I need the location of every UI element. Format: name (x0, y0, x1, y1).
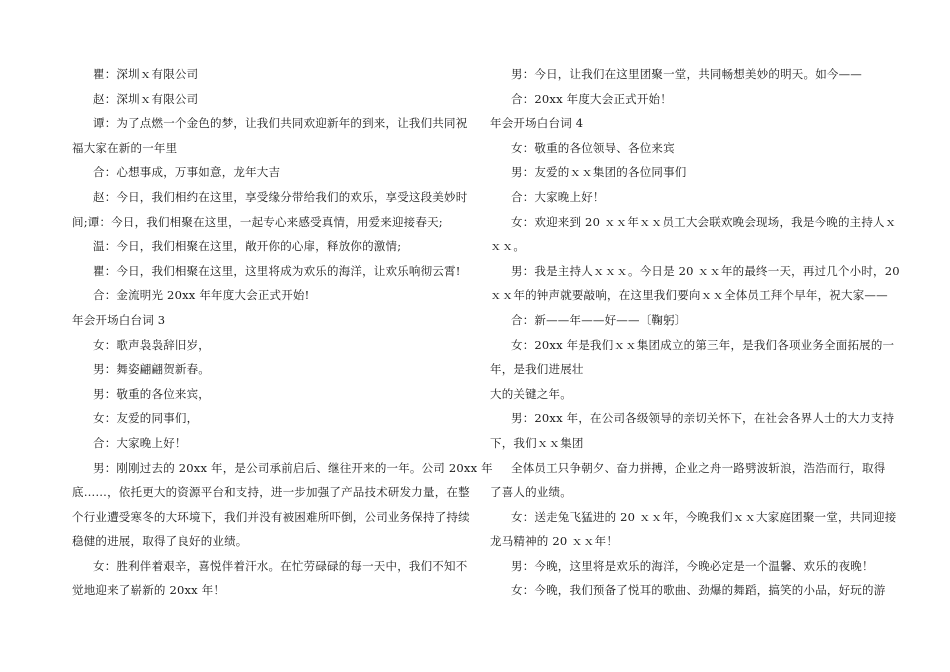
text-line: 女：歌声袅袅辞旧岁， (93, 337, 210, 352)
text-line: 男：敬重的各位来宾， (93, 386, 210, 401)
text-line: 女：胜利伴着艰辛，喜悦伴着汗水。在忙劳碌碌的每一天中，我们不知不 (93, 558, 468, 573)
text-line: 下，我们ｘｘ集团 (490, 435, 584, 450)
text-line: 男：今日，让我们在这里团聚一堂，共同畅想美妙的明天。如今—— (511, 67, 862, 81)
text-line: 谭：为了点燃一个金色的梦，让我们共同欢迎新年的到来，让我们共同祝 (93, 116, 468, 131)
text-line: 年，是我们进展壮 (490, 362, 584, 377)
text-line: 了喜人的业绩。 (490, 485, 572, 500)
text-line: 觉地迎来了崭新的 20xx 年！ (72, 583, 226, 598)
text-line: 全体员工只争朝夕、奋力拼搏，企业之舟一路劈波斩浪，浩浩而行，取得 (511, 460, 886, 475)
text-line: 女：友爱的同事们， (93, 411, 199, 426)
text-line: 女：今晚，我们预备了悦耳的歌曲、劲爆的舞蹈，搞笑的小品，好玩的游 (511, 583, 886, 598)
text-line: ｘｘ年的钟声就要敲响，在这里我们要向ｘｘ全体员工拜个早年，祝大家—— (490, 288, 888, 303)
text-line: 男：今晚，这里将是欢乐的海洋，今晚必定是一个温馨、欢乐的夜晚！ (511, 558, 874, 573)
text-line: 个行业遭受寒冬的大环境下，我们并没有被困难所吓倒，公司业务保持了持续 (72, 509, 470, 524)
section-heading: 年会开场白台词 3 (72, 312, 166, 327)
text-line: 瞿：深圳ｘ有限公司 (93, 67, 199, 81)
text-line: 合：新——年——好——〔鞠躬〕 (511, 312, 687, 327)
right-text-column (490, 62, 900, 603)
text-line: 男：舞姿翩翩贺新春。 (93, 362, 210, 377)
text-line: 温：今日，我们相聚在这里，敞开你的心扉，释放你的激情; (93, 239, 402, 254)
text-line: 瞿：今日，我们相聚在这里，这里将成为欢乐的海洋，让欢乐响彻云霄! (93, 263, 461, 278)
text-line: 大的关键之年。 (490, 386, 572, 401)
section-heading: 年会开场白台词 4 (490, 116, 584, 131)
text-line: 男：刚刚过去的 20xx 年，是公司承前启后、继往开来的一年。公司 20xx 年 (93, 460, 493, 475)
text-line: 合：心想事成，万事如意，龙年大吉 (93, 165, 281, 180)
text-line: 女：20xx 年是我们ｘｘ集团成立的第三年，是我们各项业务全面拓展的一 (511, 337, 895, 352)
text-line: 底……，依托更大的资源平台和支持，进一步加强了产品技术研发力量，在整 (72, 485, 470, 500)
left-text-column (72, 62, 493, 603)
text-line: 男：友爱的ｘｘ集团的各位同事们 (511, 165, 687, 180)
text-line: 合：金流明光 20xx 年年度大会正式开始! (93, 288, 310, 303)
text-line: 合：20xx 年度大会正式开始！ (511, 91, 672, 106)
text-line: 龙马精神的 20 ｘｘ年！ (490, 534, 619, 549)
text-line: 赵：深圳ｘ有限公司 (93, 91, 199, 106)
text-line: 合：大家晚上好！ (511, 189, 605, 204)
text-line: 稳健的进展，取得了良好的业绩。 (72, 534, 248, 549)
text-line: ｘｘ。 (490, 239, 526, 254)
text-line: 赵：今日，我们相约在这里，享受缘分带给我们的欢乐，享受这段美妙时 (93, 189, 468, 204)
text-line: 合：大家晚上好！ (93, 435, 187, 450)
text-line: 男：20xx 年，在公司各级领导的亲切关怀下，在社会各界人士的大力支持 (511, 411, 895, 426)
text-line: 间;谭：今日，我们相聚在这里，一起专心来感受真情，用爱来迎接春天; (72, 214, 443, 229)
text-line: 女：送走兔飞猛进的 20 ｘｘ年，今晚我们ｘｘ大家庭团聚一堂，共同迎接 (511, 509, 897, 524)
text-line: 女：敬重的各位领导、各位来宾 (511, 140, 675, 155)
text-line: 男：我是主持人ｘｘｘ。今日是 20 ｘｘ年的最终一天，再过几个小时，20 (511, 263, 900, 278)
text-line: 女：欢迎来到 20 ｘｘ年ｘｘ员工大会联欢晚会现场，我是今晚的主持人ｘ (511, 214, 897, 229)
text-line: 福大家在新的一年里 (72, 140, 178, 155)
